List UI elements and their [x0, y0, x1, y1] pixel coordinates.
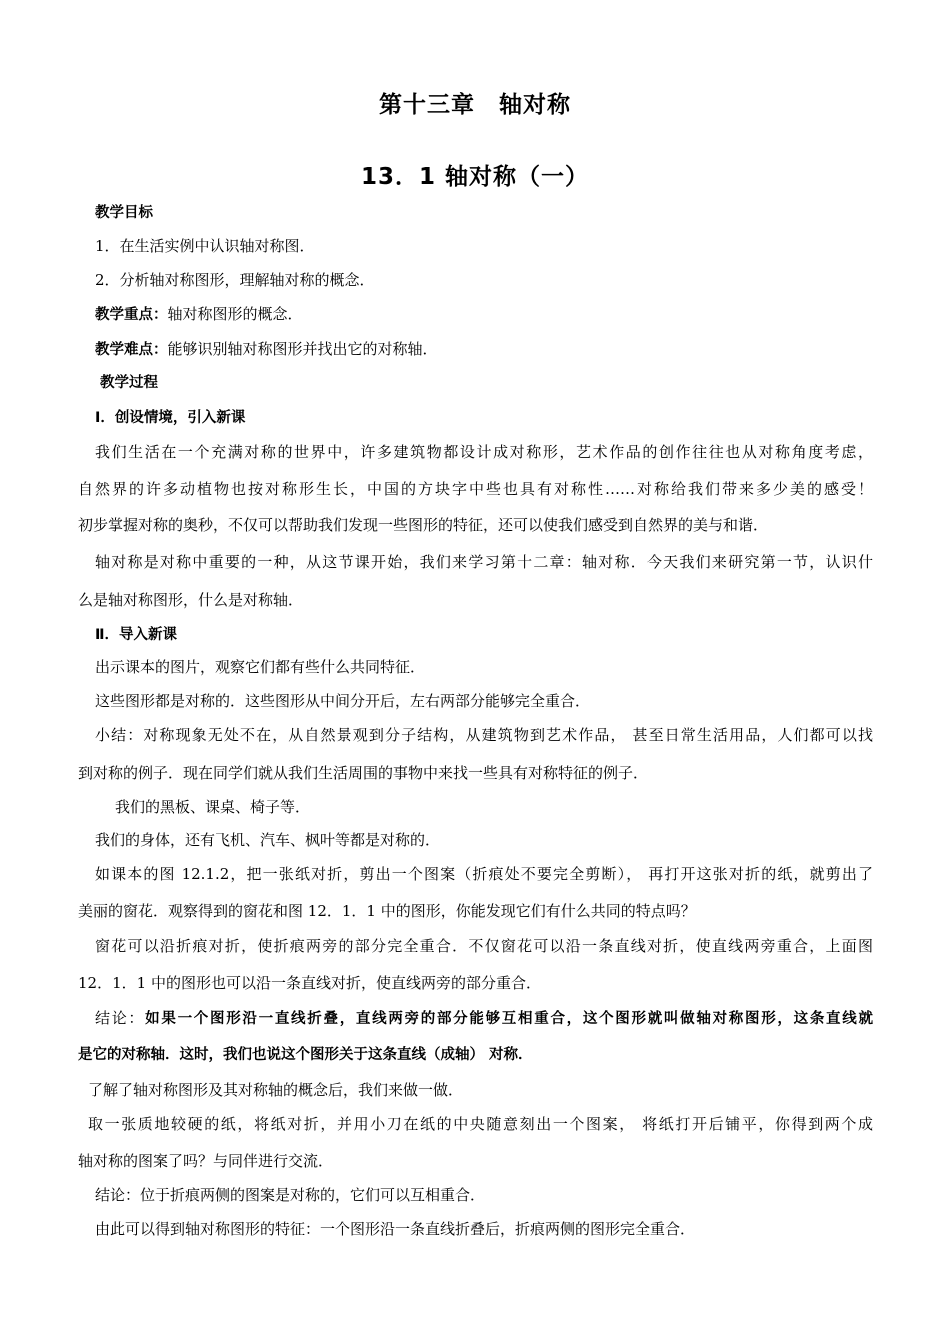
- paragraph-line: 小结：对称现象无处不在，从自然景观到分子结构，从建筑物到艺术作品， 甚至日常生活用品，人们都可以找: [95, 726, 873, 744]
- paragraph-line: 出示课本的图片，观察它们都有些什么共同特征．: [95, 658, 426, 676]
- part1-heading: Ⅰ．创设情境，引入新课: [95, 410, 246, 426]
- goal-item: 2．分析轴对称图形，理解轴对称的概念．: [95, 271, 375, 289]
- paragraph-line: 初步掌握对称的奥秒，不仅可以帮助我们发现一些图形的特征，还可以使我们感受到自然界的美与和谐．: [78, 516, 769, 534]
- conclusion-text: 如果一个图形沿一直线折叠，直线两旁的部分能够互相重合，这个图形就叫做轴对称图形，这条直线就: [145, 1011, 873, 1027]
- key-point-label: 教学重点：: [95, 307, 168, 323]
- paragraph-line: 了解了轴对称图形及其对称轴的概念后，我们来做一做．: [88, 1081, 464, 1099]
- key-point: [95, 304, 303, 325]
- conclusion-text: 是它的对称轴．这时，我们也说这个图形关于这条直线（成轴） 对称．: [78, 1047, 533, 1063]
- paragraph-line: 自然界的许多动植物也按对称形生长，中国的方块字中些也具有对称性……对称给我们带来多少美的感受！: [78, 480, 873, 498]
- paragraph-line: 12．1．1 中的图形也可以沿一条直线对折，使直线两旁的部分重合．: [78, 974, 541, 992]
- paragraph-line: 美丽的窗花．观察得到的窗花和图 12．1．1 中的图形，你能发现它们有什么共同的特点吗？: [78, 902, 696, 920]
- paragraph-line: 结论：位于折痕两侧的图案是对称的，它们可以互相重合．: [95, 1186, 486, 1204]
- paragraph-line: 取一张质地较硬的纸，将纸对折，并用小刀在纸的中央随意刻出一个图案， 将纸打开后铺平，你得到两个成: [88, 1115, 873, 1133]
- conclusion-label: 结论：: [95, 1009, 146, 1027]
- paragraph-line: 如课本的图 12.1.2，把一张纸对折，剪出一个图案（折痕处不要完全剪断）， 再打开这张对折的纸，就剪出了: [95, 865, 873, 883]
- conclusion-line: [95, 1008, 873, 1029]
- paragraph-line: 窗花可以沿折痕对折，使折痕两旁的部分完全重合．不仅窗花可以沿一条直线对折，使直线两旁重合，上面图: [95, 937, 873, 955]
- chapter-title: 第十三章 轴对称: [379, 92, 571, 118]
- key-point-text: 轴对称图形的概念．: [167, 305, 303, 323]
- difficulty-label: 教学难点：: [95, 342, 168, 358]
- goals-heading: 教学目标: [95, 205, 153, 221]
- section-title: 13．1 轴对称（一）: [360, 164, 590, 190]
- difficulty: [95, 339, 438, 360]
- goal-item: 1．在生活实例中认识轴对称图．: [95, 237, 315, 255]
- paragraph-line: 由此可以得到轴对称图形的特征：一个图形沿一条直线折叠后，折痕两侧的图形完全重合．: [95, 1220, 696, 1238]
- paragraph-line: 这些图形都是对称的．这些图形从中间分开后，左右两部分能够完全重合．: [95, 692, 591, 710]
- difficulty-text: 能够识别轴对称图形并找出它的对称轴．: [167, 340, 438, 358]
- paragraph-line: 我们的黑板、课桌、椅子等．: [115, 798, 311, 816]
- part2-heading: Ⅱ．导入新课: [95, 627, 178, 643]
- paragraph-line: 我们生活在一个充满对称的世界中，许多建筑物都设计成对称形，艺术作品的创作往往也从对称角度考虑，: [95, 443, 873, 461]
- process-heading: 教学过程: [100, 375, 158, 391]
- paragraph-line: 么是轴对称图形，什么是对称轴．: [78, 591, 304, 609]
- paragraph-line: 我们的身体，还有飞机、汽车、枫叶等都是对称的．: [95, 831, 441, 849]
- paragraph-line: 轴对称的图案了吗？与同伴进行交流．: [78, 1152, 334, 1170]
- paragraph-line: 到对称的例子．现在同学们就从我们生活周围的事物中来找一些具有对称特征的例子．: [78, 764, 649, 782]
- paragraph-line: 轴对称是对称中重要的一种，从这节课开始，我们来学习第十二章：轴对称．今天我们来研究第一节，认识什: [95, 553, 873, 571]
